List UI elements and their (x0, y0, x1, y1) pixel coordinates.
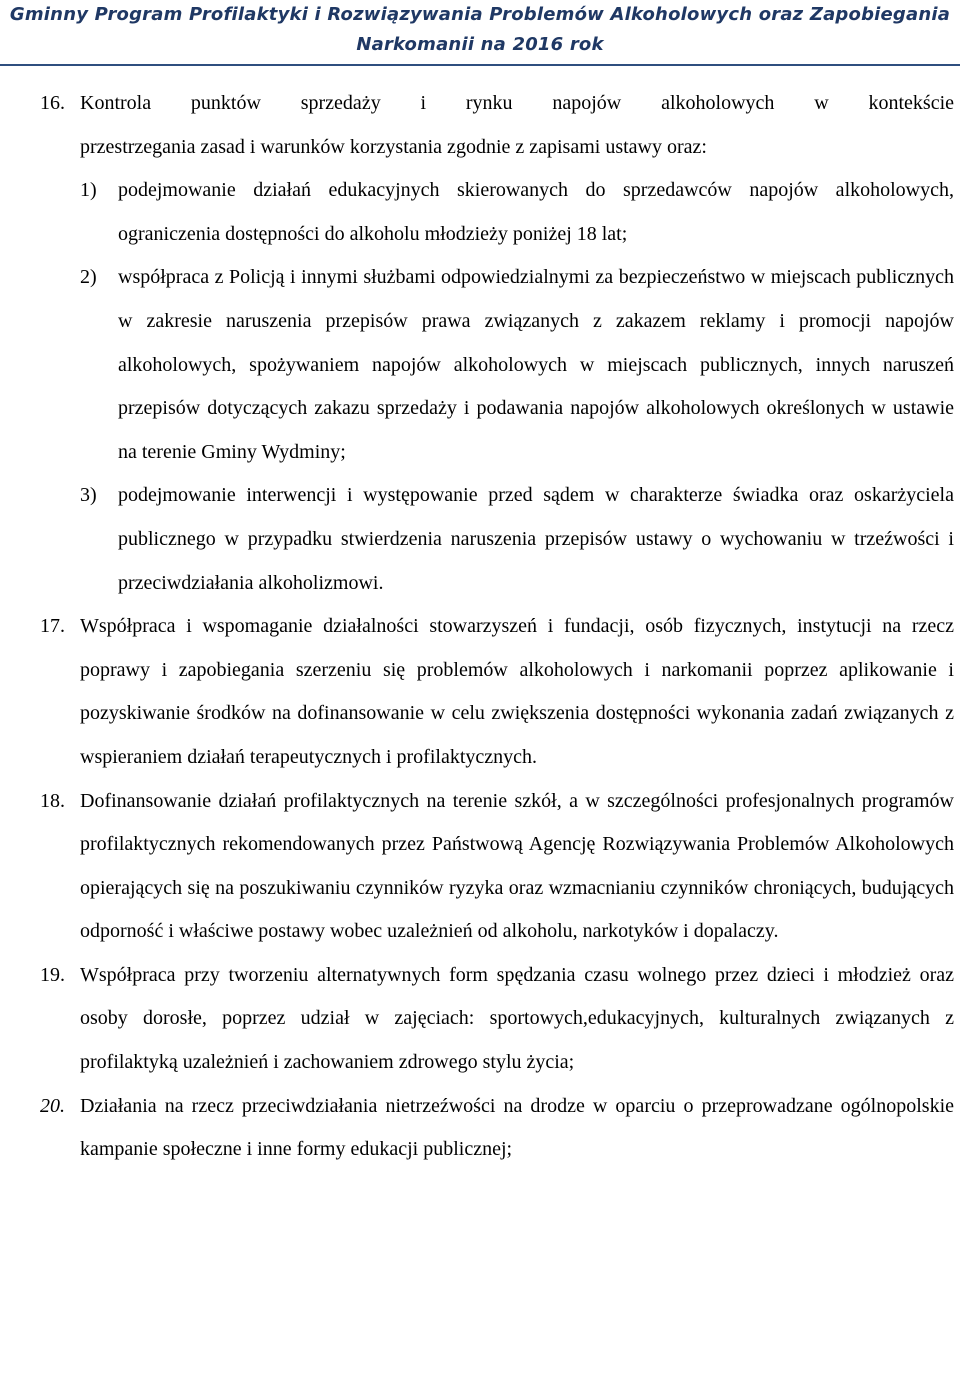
document-body (0, 82, 960, 1172)
header-divider (0, 64, 960, 66)
item-text: Dofinansowanie działań profilaktycznych na terenie szkół, a w szczególności profesjonalnych programów profilaktycznych rekomendowanych przez Państwową Agencję Rozwiązywania Problemów Alkoholowych opierających się na poszukiwaniu czynników ryzyka oraz wzmacnianiu czynników chroniących, budujących odporność i właściwe postawy wobec uzależnień od alkoholu, narkotyków i dopalaczy. (80, 789, 954, 943)
list-item-16 (0, 82, 960, 605)
sub-item-number: 2) (80, 266, 97, 289)
sub-item-3 (80, 474, 954, 605)
list-item-19 (0, 954, 960, 1085)
sub-item-number: 3) (80, 484, 97, 507)
header-title-line-1: Gminny Program Profilaktyki i Rozwiązywania Problemów Alkoholowych oraz Zapobiegania (9, 4, 951, 25)
sub-item-1 (80, 169, 954, 256)
item-text: Współpraca przy tworzeniu alternatywnych form spędzania czasu wolnego przez dzieci i młodzież oraz osoby dorosłe, poprzez udział w zajęciach: sportowych,edukacyjnych, kulturalnych związanych z profilaktyką uzależnień i zachowaniem zdrowego stylu życia; (80, 963, 954, 1074)
sub-item-text: podejmowanie działań edukacyjnych skierowanych do sprzedawców napojów alkoholowych, ograniczenia dostępności do alkoholu młodzieży poniżej 18 lat; (118, 179, 954, 245)
sub-item-text: współpraca z Policją i innymi służbami odpowiedzialnymi za bezpieczeństwo w miejscach publicznych w zakresie naruszenia przepisów prawa związanych z zakazem reklamy i promocji napojów alkoholowych, spożywaniem napojów alkoholowych w miejscach publicznych, innych naruszeń przepisów dotyczących zakazu sprzedaży i podawania napojów alkoholowych określonych w ustawie na terenie Gminy Wydminy; (118, 266, 954, 463)
item-text: Działania na rzecz przeciwdziałania nietrzeźwości na drodze w oparciu o przeprowadzane ogólnopolskie kampanie społeczne i inne formy edukacji publicznej; (80, 1094, 954, 1161)
item-number: 18. (40, 789, 65, 812)
item-number: 17. (40, 615, 65, 638)
sub-item-text: podejmowanie interwencji i występowanie przed sądem w charakterze świadka oraz oskarżyciela publicznego w przypadku stwierdzenia naruszenia przepisów ustawy o wychowaniu w trzeźwości i przeciwdziałania alkoholizmowi. (118, 484, 954, 594)
item-text: Współpraca i wspomaganie działalności stowarzyszeń i fundacji, osób fizycznych, instytucji na rzecz poprawy i zapobiegania szerzeniu się problemów alkoholowych i narkomanii poprzez aplikowanie i pozyskiwanie środków na dofinansowanie w celu zwiększenia dostępności wykonania zadań związanych z wspieraniem działań terapeutycznych i profilaktycznych. (80, 615, 954, 768)
sub-item-2 (80, 256, 954, 474)
item-text: przestrzegania zasad i warunków korzystania zgodnie z zapisami ustawy oraz: (80, 135, 707, 158)
item-text-line-1: Kontrola punktów sprzedaży i rynku napojów alkoholowych w kontekście (80, 92, 954, 114)
list-item-20 (0, 1085, 960, 1172)
list-item-17 (0, 605, 960, 779)
list-item-18 (0, 780, 960, 954)
item-number: 16. (40, 92, 65, 114)
item-number: 20. (40, 1094, 65, 1117)
page-header (0, 0, 960, 66)
sub-item-number: 1) (80, 179, 97, 202)
header-title-line-2: Narkomanii na 2016 rok (356, 34, 604, 55)
item-number: 19. (40, 963, 65, 986)
